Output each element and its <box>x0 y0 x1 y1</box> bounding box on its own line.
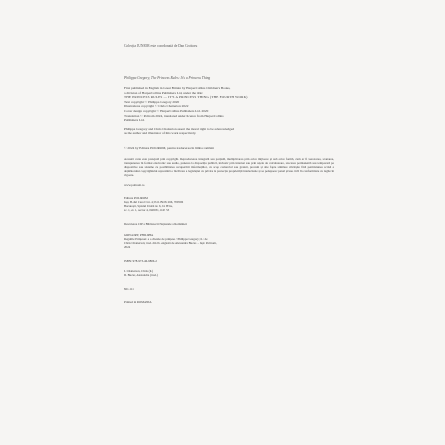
address-line: Editura POLIROM <box>124 196 148 201</box>
website: www.polirom.ro <box>124 183 145 187</box>
cip-line: Chris Chatterton; trad. din lb. engleză de Alexandra Bucur. – Iași: Polirom, <box>124 240 217 245</box>
publisher-line: Publishers Ltd. <box>124 118 145 123</box>
rights-block <box>124 127 405 136</box>
publisher-line: Cover design copyright © HarperCollins Publishers Ltd. 2020 <box>124 108 209 113</box>
rights-line: Philippa Gregory and Chris Chatterton assert the moral right to be acknowledged <box>124 126 235 131</box>
contributor-line: I. Chatterton, Chris (il.) <box>124 269 154 274</box>
rights-line: as the author and illustrator of this work respectively. <box>124 131 197 136</box>
cdu-code: 821.111 <box>124 287 134 292</box>
publisher-line: a division of HarperCollins Publishers Ltd, under the title: <box>124 90 204 95</box>
address-line: București, Splaiul Unirii nr. 6, bl. B3A, <box>124 204 173 209</box>
publisher-line: Illustrations copyright © Chris Chatterton 2022 <box>124 104 189 109</box>
contributor-line: II. Bucur, Alexandra (trad.) <box>124 273 158 278</box>
printed-in: Printed in ROMANIA <box>124 300 152 305</box>
publisher-line: Text copyright © Philippa Gregory 2020 <box>124 99 180 104</box>
address-block <box>124 196 405 212</box>
isbn: ISBN: 978-973-46-9806-2 <box>124 258 157 263</box>
original-title: Philippa Gregory, The Princess Rules: It's a Princess Thing <box>124 76 211 80</box>
publisher-line: Translation © Polirom 2024, translated under licence from HarperCollins <box>124 113 224 118</box>
contributors-block <box>124 269 405 277</box>
address-line: sc. 1, et. 1, sector 4, 040031, O.P. 53 <box>124 208 170 213</box>
address-line: Iași, B-dul Carol I nr. 4; P.O. BOX 266, 700506 <box>124 200 184 205</box>
cip-block <box>124 233 405 249</box>
copyright-ro: © 2024 by Editura POLIROM, pentru traducerea în limba română <box>124 145 214 150</box>
cip-line: Regulile Prințesei: e o chestie de prințese / Philippa Gregory; il.: de <box>124 236 208 241</box>
publisher-line: THE PRINCESS RULES — IT'S A PRINCESS THING (THE FOURTH WORK) <box>124 95 248 100</box>
publisher-block <box>124 86 405 123</box>
collection-note: Colecția JUNIOR este coordonată de Dan Croitoru <box>124 44 198 48</box>
publisher-line: First published in English in Great Britain by HarperCollins Children's Books, <box>124 86 231 90</box>
cip-heading: Descrierea CIP a Bibliotecii Naționale a României: <box>124 222 188 227</box>
legal-paragraph: Această carte este protejată prin copyright. Reproducerea integrală sau parțială, multiplicarea prin orice mijloace și sub orice formă, cum ar fi xeroxarea, scanarea, transpunerea în format electronic sau audio, punerea la dispoziția publică, inclusiv prin internet sau prin rețele de calculatoare, stocarea permanentă sau temporară pe dispozitive sau sisteme cu posibilitatea recuperării informațiilor, cu scop comercial sau gratuit, precum și alte fapte similare săvârșite fără permisiunea scrisă a deținătorului copyrightului reprezintă o încălcare a legislației cu privire la protecția proprietății intelectuale și se pedepsesc penal și/sau civil în conformitate cu legile în vigoare. <box>124 156 334 177</box>
cip-line: GREGORY, PHILIPPA <box>124 232 154 237</box>
cip-line: 2024 <box>124 244 131 249</box>
